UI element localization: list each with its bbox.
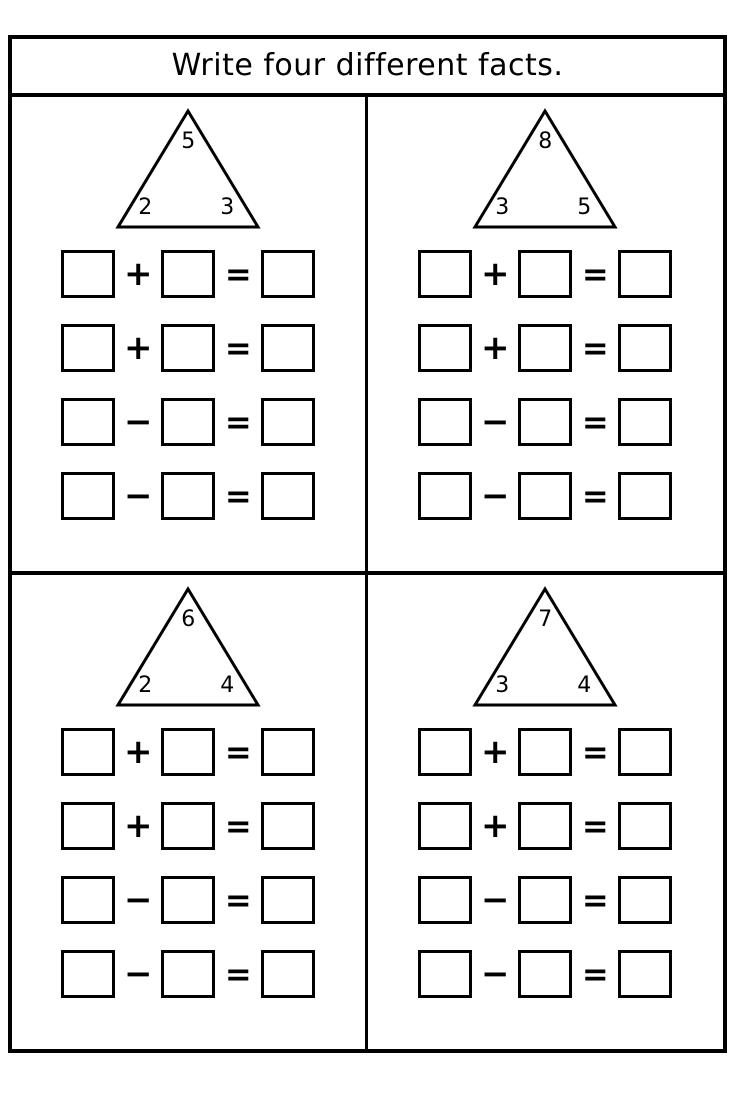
worksheet-sheet xyxy=(8,35,727,1053)
equation-row xyxy=(26,237,351,311)
problem-cell xyxy=(12,575,368,1053)
fact-triangle xyxy=(469,105,621,233)
answer-box[interactable] xyxy=(418,250,472,298)
triangle-shape xyxy=(469,583,621,711)
answer-box[interactable] xyxy=(518,802,572,850)
equation-row xyxy=(382,311,710,385)
answer-box[interactable] xyxy=(618,472,672,520)
answer-box[interactable] xyxy=(418,324,472,372)
answer-box[interactable] xyxy=(161,398,215,446)
operator-symbol: − xyxy=(481,402,510,442)
answer-box[interactable] xyxy=(61,324,115,372)
equation-list xyxy=(368,237,724,533)
answer-box[interactable] xyxy=(61,728,115,776)
triangle-top-number: 7 xyxy=(538,607,553,632)
answer-box[interactable] xyxy=(618,876,672,924)
operator-symbol: + xyxy=(124,806,153,846)
answer-box[interactable] xyxy=(618,250,672,298)
equals-symbol: = xyxy=(224,255,252,293)
answer-box[interactable] xyxy=(261,324,315,372)
operator-symbol: + xyxy=(481,732,510,772)
answer-box[interactable] xyxy=(61,876,115,924)
answer-box[interactable] xyxy=(261,728,315,776)
answer-box[interactable] xyxy=(161,250,215,298)
equals-symbol: = xyxy=(224,329,252,367)
equation-row xyxy=(382,237,710,311)
equals-symbol: = xyxy=(581,255,609,293)
answer-box[interactable] xyxy=(161,472,215,520)
answer-box[interactable] xyxy=(518,398,572,446)
equation-row xyxy=(382,789,710,863)
triangle-right-number: 4 xyxy=(577,673,592,698)
operator-symbol: + xyxy=(124,254,153,294)
equals-symbol: = xyxy=(581,477,609,515)
triangle-top-number: 8 xyxy=(538,129,553,154)
operator-symbol: − xyxy=(124,880,153,920)
triangle-shape xyxy=(469,105,621,233)
operator-symbol: − xyxy=(124,476,153,516)
answer-box[interactable] xyxy=(261,802,315,850)
fact-triangle xyxy=(469,583,621,711)
answer-box[interactable] xyxy=(618,324,672,372)
triangle-right-number: 4 xyxy=(220,673,235,698)
answer-box[interactable] xyxy=(261,950,315,998)
operator-symbol: − xyxy=(481,954,510,994)
answer-box[interactable] xyxy=(518,728,572,776)
page-title: Write four different facts. xyxy=(171,48,564,83)
answer-box[interactable] xyxy=(618,728,672,776)
operator-symbol: − xyxy=(124,954,153,994)
problem-cell xyxy=(12,97,368,575)
triangle-left-number: 3 xyxy=(495,195,510,220)
equation-row xyxy=(26,715,351,789)
equals-symbol: = xyxy=(581,807,609,845)
operator-symbol: + xyxy=(124,732,153,772)
answer-box[interactable] xyxy=(418,876,472,924)
equation-row xyxy=(382,715,710,789)
operator-symbol: + xyxy=(481,254,510,294)
problem-cell xyxy=(368,97,724,575)
operator-symbol: + xyxy=(481,328,510,368)
triangle-shape xyxy=(112,105,264,233)
equals-symbol: = xyxy=(224,477,252,515)
answer-box[interactable] xyxy=(418,398,472,446)
equals-symbol: = xyxy=(224,881,252,919)
triangle-right-number: 5 xyxy=(577,195,592,220)
equation-row xyxy=(26,459,351,533)
problem-grid xyxy=(12,97,723,1053)
equals-symbol: = xyxy=(224,955,252,993)
answer-box[interactable] xyxy=(261,876,315,924)
answer-box[interactable] xyxy=(618,398,672,446)
operator-symbol: − xyxy=(481,880,510,920)
equation-row xyxy=(26,937,351,1011)
equation-row xyxy=(382,385,710,459)
answer-box[interactable] xyxy=(161,876,215,924)
equation-list xyxy=(12,715,365,1011)
answer-box[interactable] xyxy=(161,728,215,776)
answer-box[interactable] xyxy=(161,802,215,850)
equation-row xyxy=(382,459,710,533)
triangle-left-number: 2 xyxy=(138,195,153,220)
fact-triangle xyxy=(112,105,264,233)
answer-box[interactable] xyxy=(518,950,572,998)
problem-cell xyxy=(368,575,724,1053)
answer-box[interactable] xyxy=(261,472,315,520)
answer-box[interactable] xyxy=(518,324,572,372)
equals-symbol: = xyxy=(581,955,609,993)
equals-symbol: = xyxy=(224,403,252,441)
answer-box[interactable] xyxy=(518,472,572,520)
equation-row xyxy=(382,937,710,1011)
operator-symbol: + xyxy=(124,328,153,368)
equation-row xyxy=(26,863,351,937)
triangle-left-number: 3 xyxy=(495,673,510,698)
equals-symbol: = xyxy=(581,881,609,919)
triangle-right-number: 3 xyxy=(220,195,235,220)
triangle-top-number: 6 xyxy=(181,607,196,632)
answer-box[interactable] xyxy=(61,398,115,446)
answer-box[interactable] xyxy=(61,950,115,998)
answer-box[interactable] xyxy=(518,876,572,924)
fact-triangle xyxy=(112,583,264,711)
answer-box[interactable] xyxy=(618,802,672,850)
answer-box[interactable] xyxy=(618,950,672,998)
triangle-left-number: 2 xyxy=(138,673,153,698)
triangle-top-number: 5 xyxy=(181,129,196,154)
answer-box[interactable] xyxy=(261,398,315,446)
operator-symbol: + xyxy=(481,806,510,846)
answer-box[interactable] xyxy=(61,250,115,298)
equation-list xyxy=(12,237,365,533)
equals-symbol: = xyxy=(224,807,252,845)
operator-symbol: − xyxy=(481,476,510,516)
equals-symbol: = xyxy=(581,733,609,771)
answer-box[interactable] xyxy=(161,324,215,372)
equation-list xyxy=(368,715,724,1011)
equals-symbol: = xyxy=(581,403,609,441)
equals-symbol: = xyxy=(581,329,609,367)
equals-symbol: = xyxy=(224,733,252,771)
answer-box[interactable] xyxy=(418,728,472,776)
equation-row xyxy=(382,863,710,937)
worksheet-title-bar xyxy=(12,39,723,97)
answer-box[interactable] xyxy=(161,950,215,998)
answer-box[interactable] xyxy=(418,472,472,520)
answer-box[interactable] xyxy=(418,802,472,850)
answer-box[interactable] xyxy=(61,472,115,520)
equation-row xyxy=(26,789,351,863)
equation-row xyxy=(26,311,351,385)
answer-box[interactable] xyxy=(518,250,572,298)
answer-box[interactable] xyxy=(61,802,115,850)
equation-row xyxy=(26,385,351,459)
answer-box[interactable] xyxy=(418,950,472,998)
triangle-shape xyxy=(112,583,264,711)
answer-box[interactable] xyxy=(261,250,315,298)
operator-symbol: − xyxy=(124,402,153,442)
